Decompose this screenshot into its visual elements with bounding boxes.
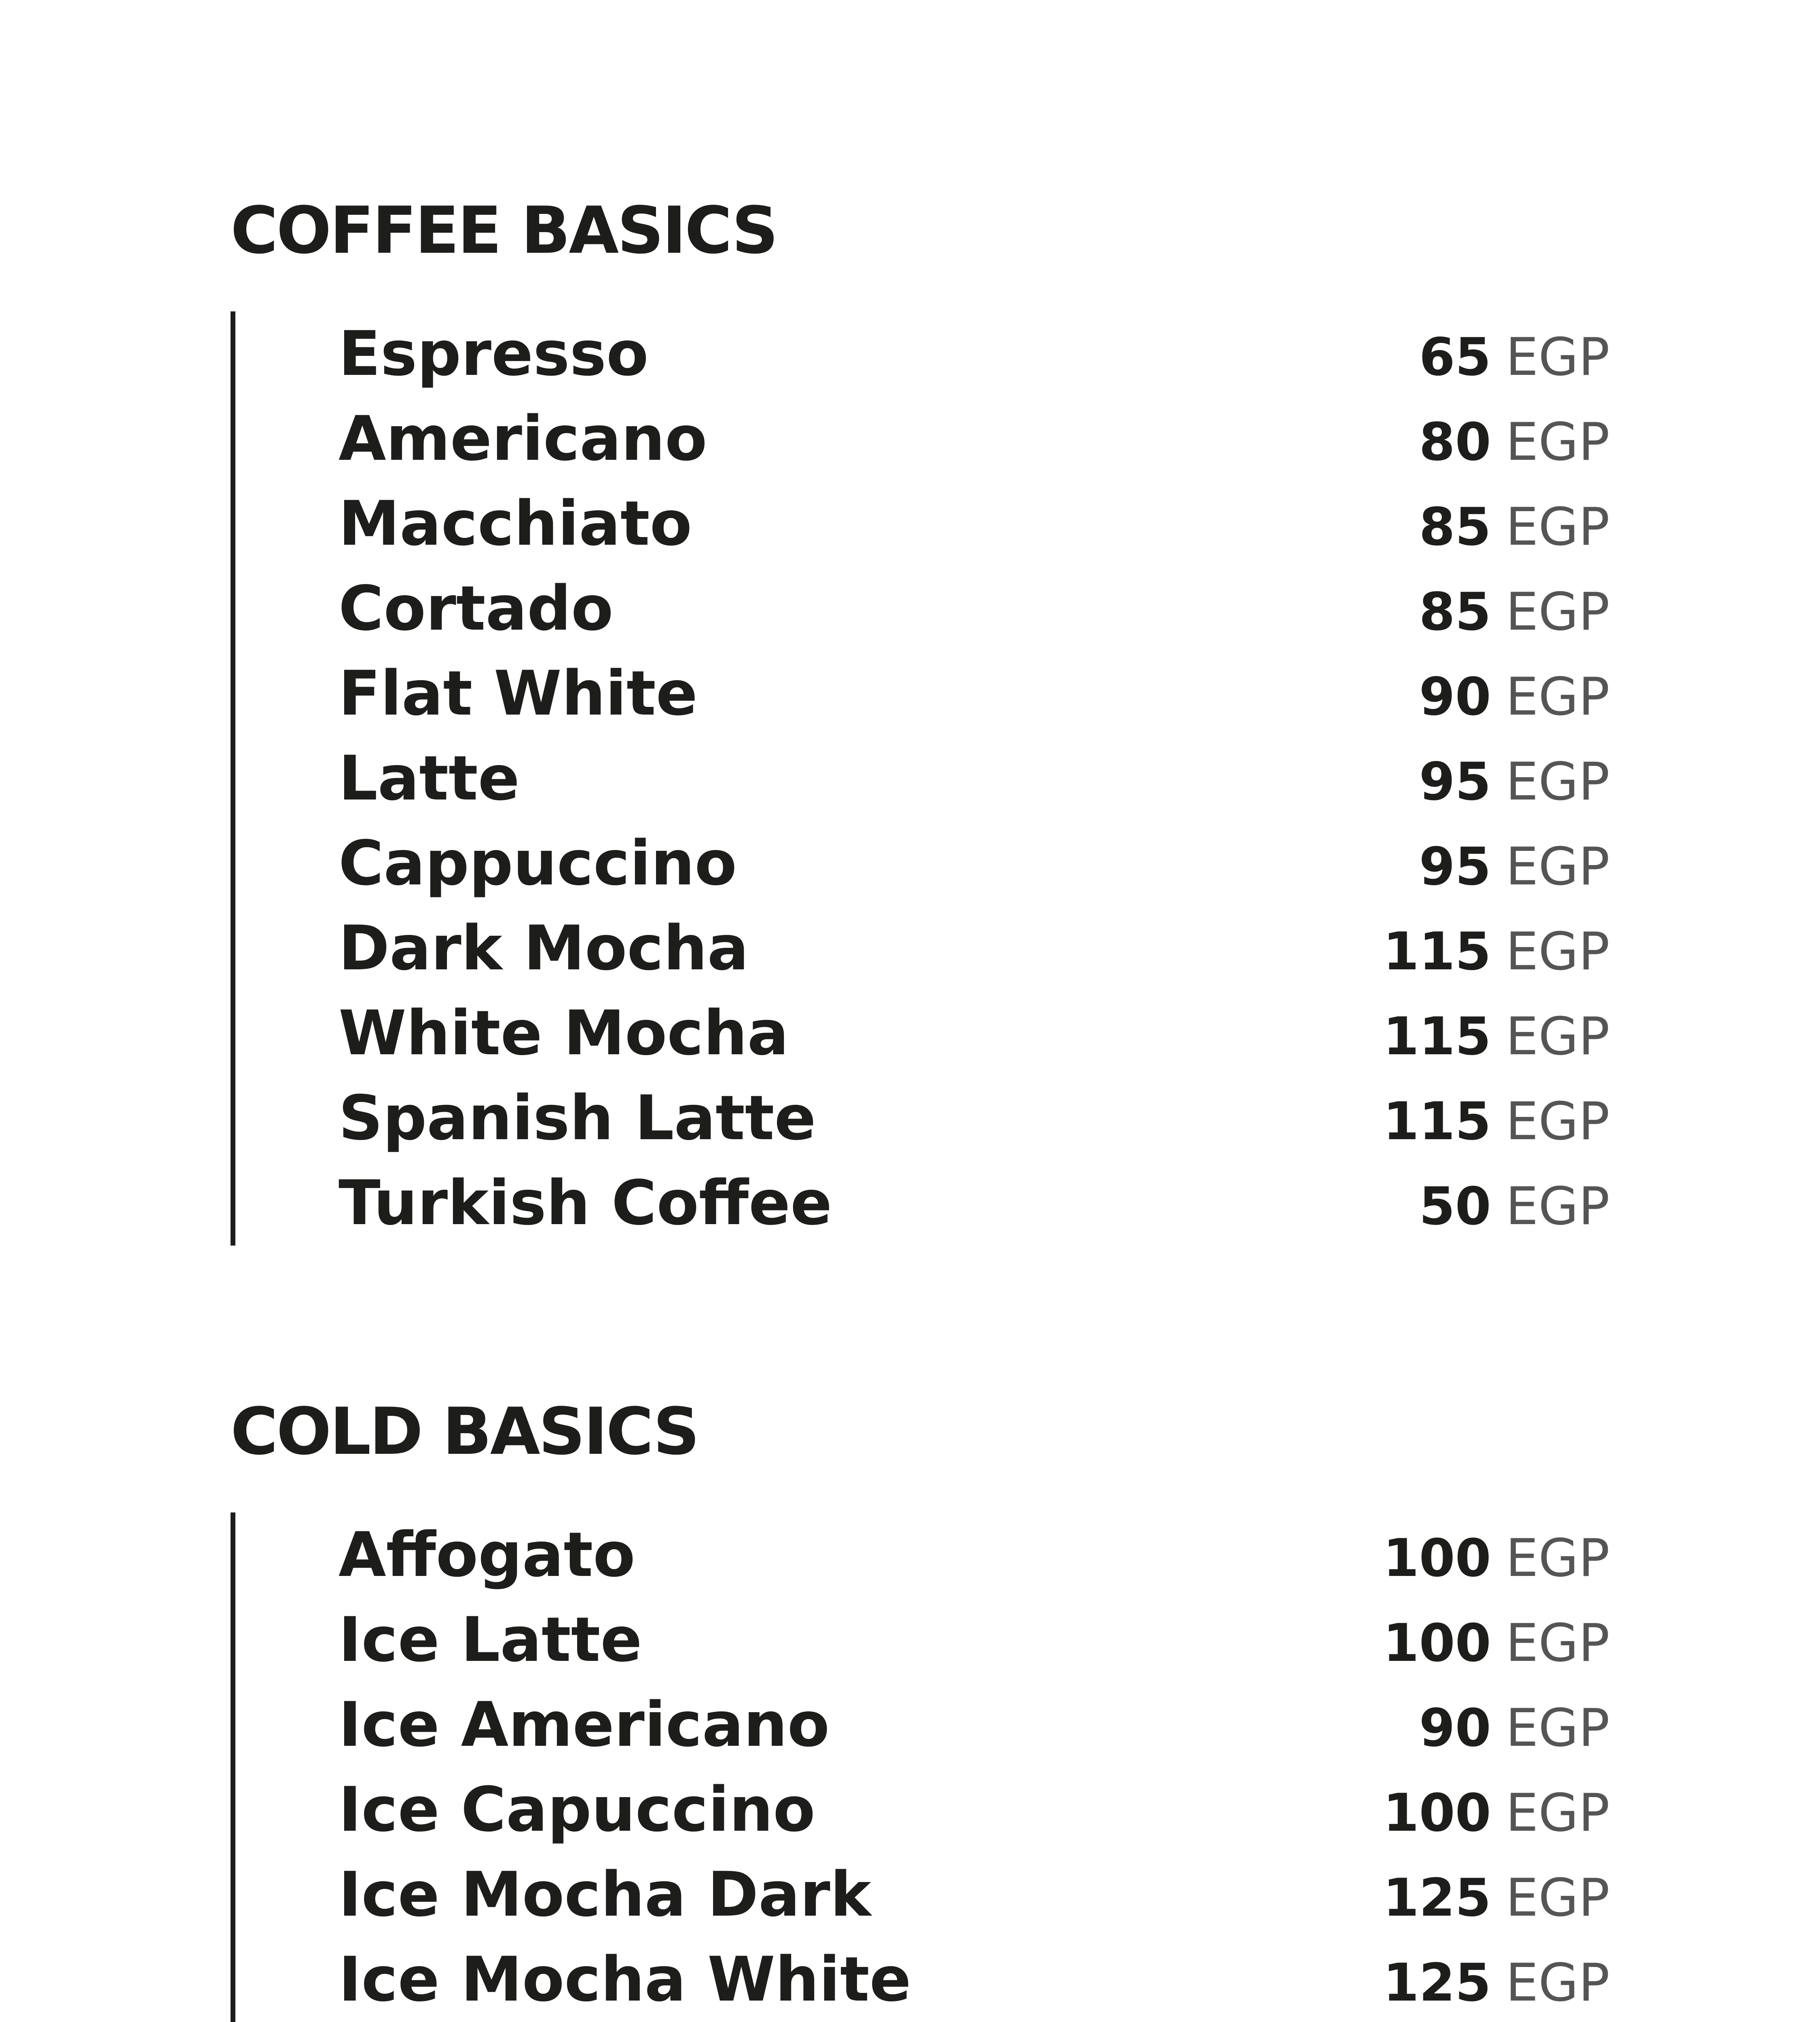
item-name: Macchiato (339, 488, 692, 559)
item-name: Ice Capuccino (339, 1774, 815, 1845)
currency: EGP (1505, 1091, 1610, 1152)
item-price (1419, 655, 1610, 740)
menu-item (339, 651, 1610, 736)
item-name: Espresso (339, 318, 649, 389)
item-price (1383, 1941, 1610, 2022)
menu-item (339, 1076, 1610, 1161)
menu-item (339, 1937, 1610, 2022)
currency: EGP (1505, 1176, 1610, 1237)
price-value: 95 (1419, 837, 1491, 897)
menu-item (339, 1512, 1610, 1597)
item-name: Cortado (339, 573, 614, 644)
item-name: Latte (339, 742, 520, 814)
price-value: 115 (1383, 1007, 1491, 1067)
currency: EGP (1505, 327, 1610, 387)
item-name: Ice Mocha Dark (339, 1859, 871, 1930)
section-cold-basics (231, 1391, 1610, 2022)
item-price (1383, 1516, 1610, 1601)
menu-item (339, 736, 1610, 821)
item-price (1383, 1856, 1610, 1941)
price-value: 50 (1419, 1176, 1491, 1237)
menu-item (339, 821, 1610, 906)
item-price (1419, 825, 1610, 909)
section-coffee-basics (231, 190, 1610, 1246)
item-name: White Mocha (339, 997, 789, 1069)
item-name: Ice Mocha White (339, 1944, 911, 2015)
price-value: 65 (1419, 327, 1491, 387)
menu-list (231, 1512, 1610, 2022)
item-price (1419, 1164, 1610, 1249)
price-value: 95 (1419, 752, 1491, 812)
price-value: 125 (1383, 1953, 1491, 2013)
menu-item (339, 566, 1610, 651)
price-value: 85 (1419, 582, 1491, 642)
item-price (1383, 909, 1610, 994)
item-name: Spanish Latte (339, 1082, 816, 1154)
item-price (1383, 1771, 1610, 1856)
item-price (1419, 740, 1610, 825)
price-value: 90 (1419, 1698, 1491, 1758)
menu-item (339, 991, 1610, 1076)
price-value: 125 (1383, 1868, 1491, 1928)
menu-item (339, 906, 1610, 991)
currency: EGP (1505, 1613, 1610, 1673)
item-name: Affogato (339, 1519, 635, 1591)
currency: EGP (1505, 582, 1610, 642)
currency: EGP (1505, 1868, 1610, 1928)
currency: EGP (1505, 1698, 1610, 1758)
price-value: 85 (1419, 497, 1491, 557)
menu-item (339, 311, 1610, 396)
item-price (1383, 994, 1610, 1079)
item-name: Flat White (339, 658, 698, 729)
currency: EGP (1505, 412, 1610, 472)
menu-list (231, 311, 1610, 1246)
section-title: COFFEE BASICS (231, 192, 777, 268)
item-price (1419, 400, 1610, 485)
price-value: 90 (1419, 667, 1491, 727)
item-price (1419, 315, 1610, 400)
menu-item (339, 1597, 1610, 1682)
item-price (1419, 485, 1610, 570)
item-name: Ice Americano (339, 1689, 830, 1760)
currency: EGP (1505, 837, 1610, 897)
menu-item (339, 1852, 1610, 1937)
menu-item (339, 1767, 1610, 1852)
price-value: 100 (1383, 1783, 1491, 1843)
menu-item (339, 396, 1610, 481)
price-value: 100 (1383, 1613, 1491, 1673)
currency: EGP (1505, 667, 1610, 727)
price-value: 115 (1383, 922, 1491, 982)
item-price (1419, 1686, 1610, 1771)
item-price (1383, 1079, 1610, 1164)
item-name: Dark Mocha (339, 912, 749, 984)
item-price (1419, 570, 1610, 655)
section-title: COLD BASICS (231, 1394, 698, 1469)
currency: EGP (1505, 1953, 1610, 2013)
currency: EGP (1505, 1528, 1610, 1588)
price-value: 115 (1383, 1091, 1491, 1152)
menu-item (339, 481, 1610, 566)
currency: EGP (1505, 1007, 1610, 1067)
price-value: 80 (1419, 412, 1491, 472)
price-value: 100 (1383, 1528, 1491, 1588)
menu-item (339, 1682, 1610, 1767)
currency: EGP (1505, 1783, 1610, 1843)
currency: EGP (1505, 497, 1610, 557)
item-name: Ice Latte (339, 1604, 642, 1675)
item-name: Americano (339, 403, 707, 474)
item-name: Cappuccino (339, 827, 737, 899)
item-price (1383, 1601, 1610, 1686)
currency: EGP (1505, 752, 1610, 812)
menu-item (339, 1161, 1610, 1246)
item-name: Turkish Coffee (339, 1167, 832, 1239)
currency: EGP (1505, 922, 1610, 982)
